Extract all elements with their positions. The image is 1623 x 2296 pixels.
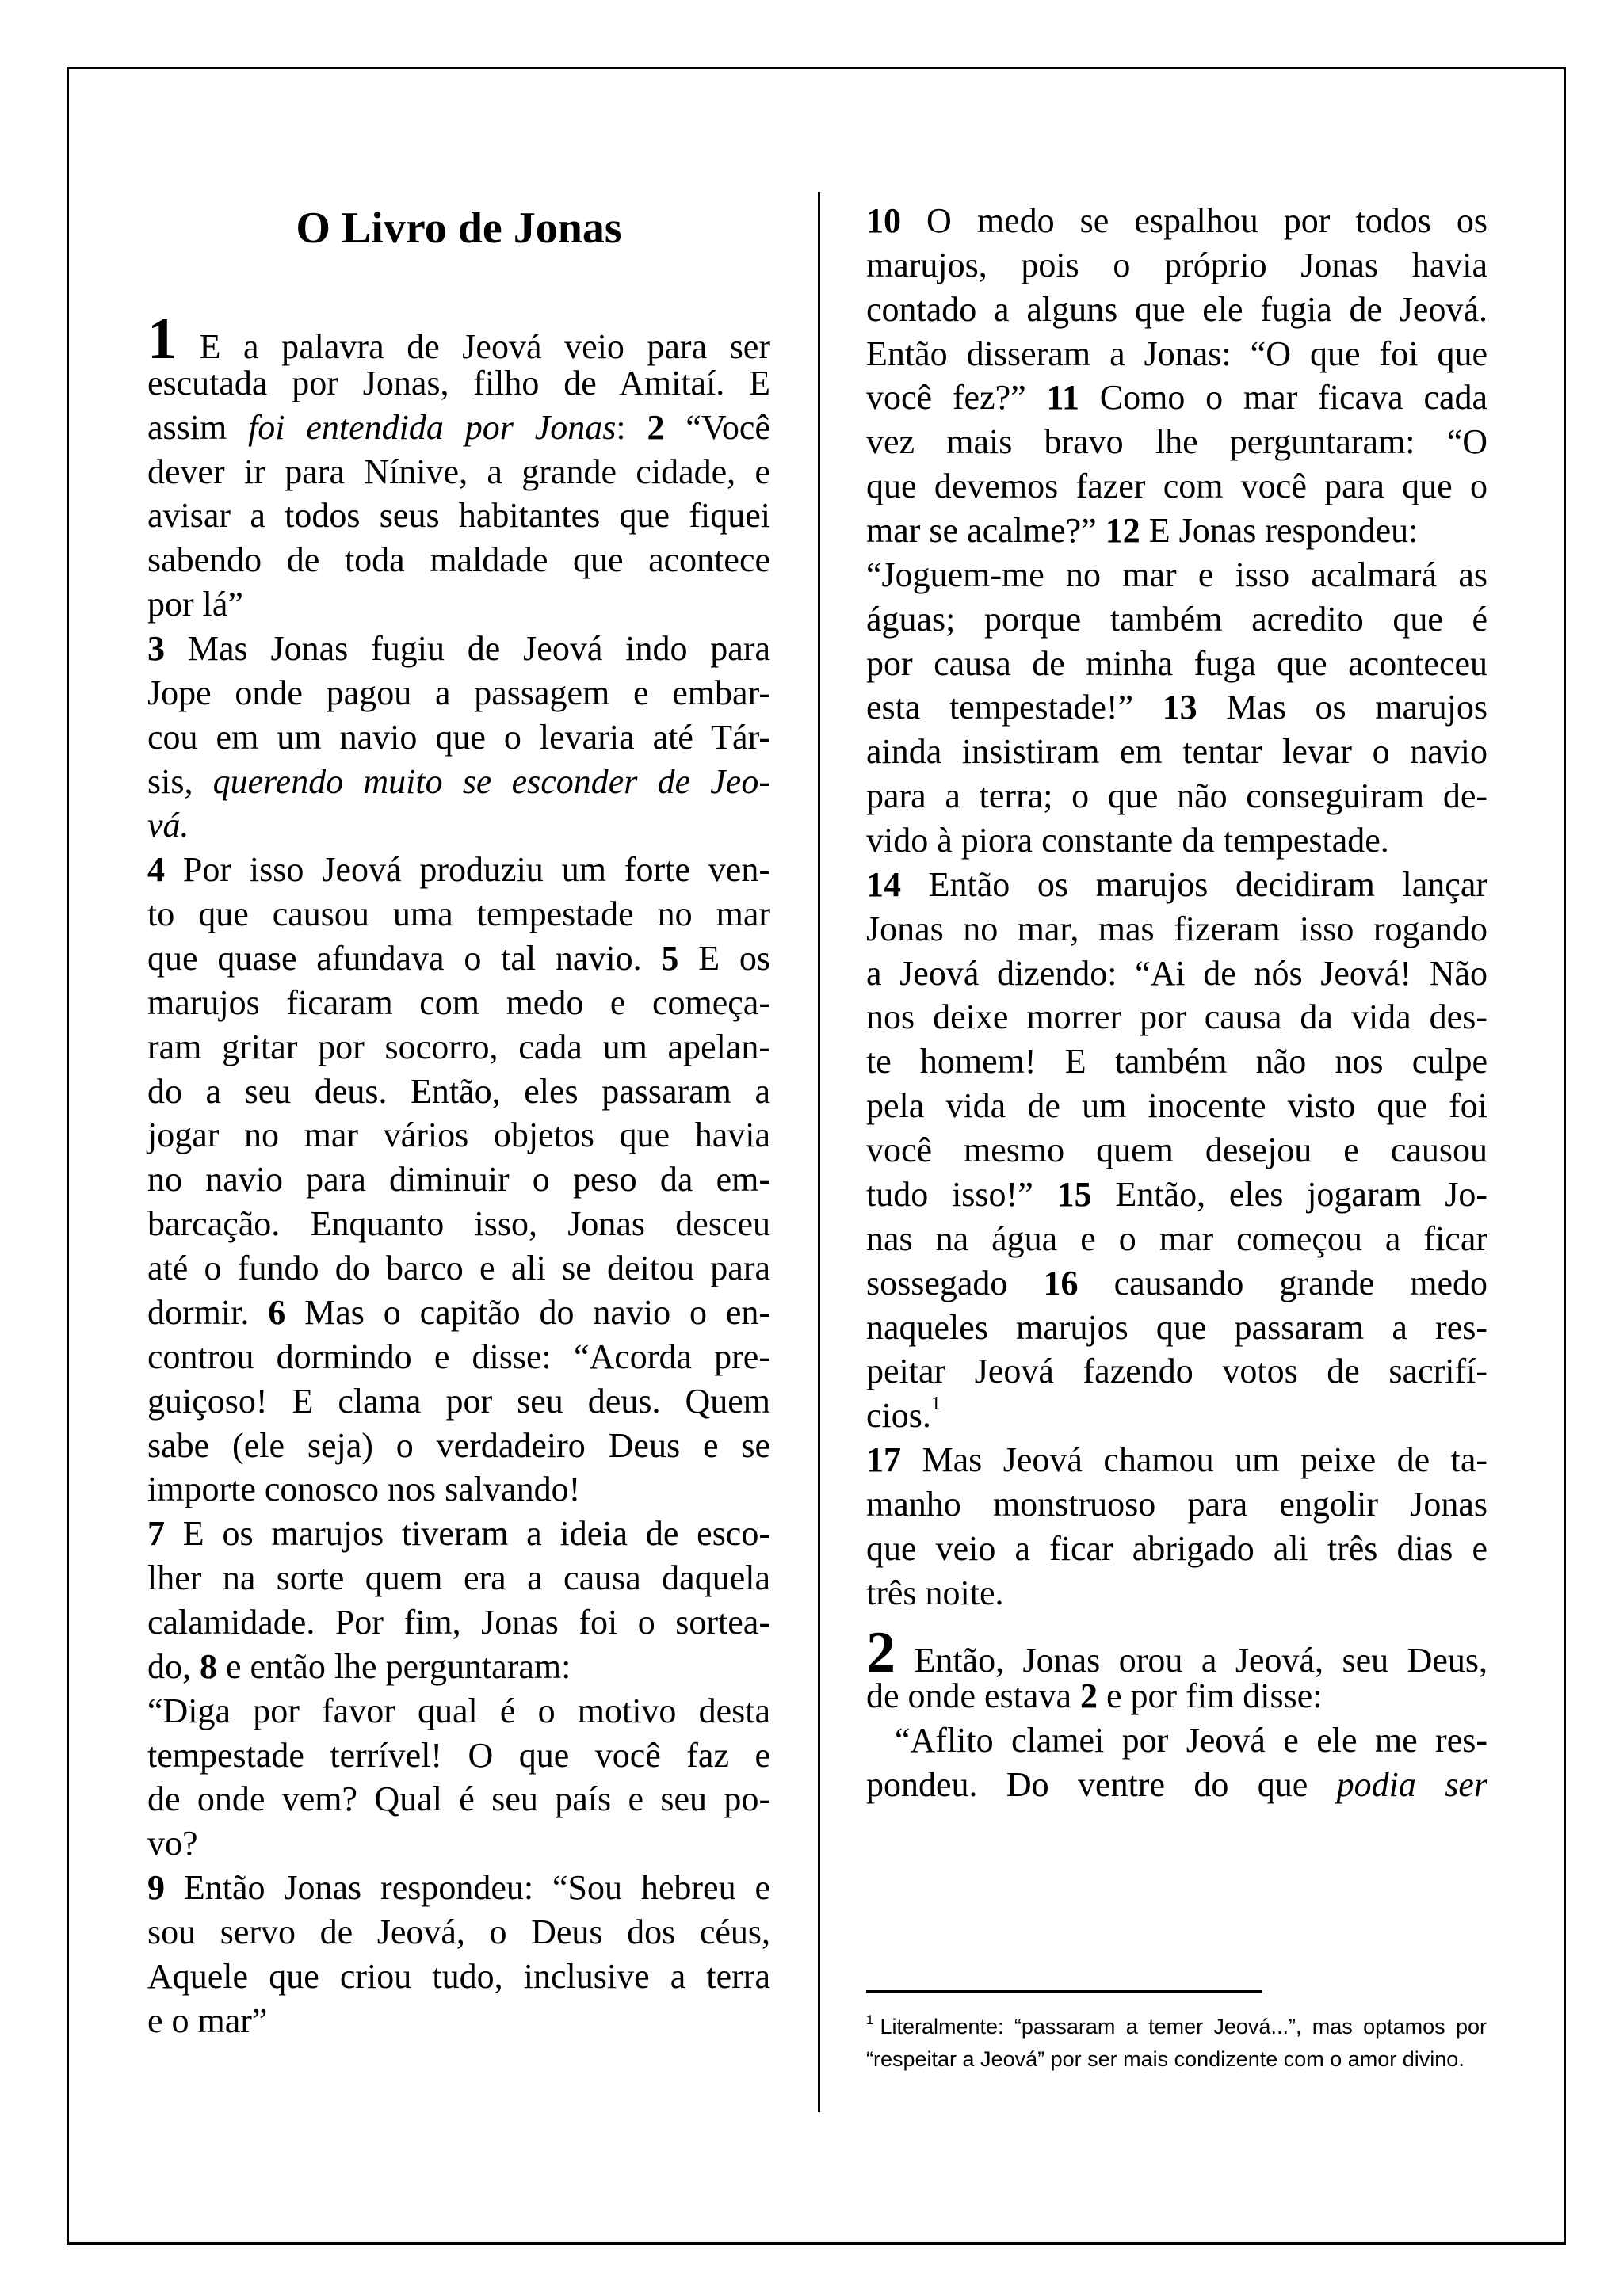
text-run: esta tempestade!” <box>866 688 1163 727</box>
text-line <box>866 995 1487 1039</box>
text-run: “Aflito clamei por Jeová e ele me res- <box>895 1721 1487 1760</box>
text-line <box>866 332 1487 376</box>
text-line <box>147 582 770 627</box>
text-run: Aquele que criou tudo, inclusive a terra <box>147 1956 770 1996</box>
text-line <box>147 1246 770 1291</box>
text-line <box>147 803 770 848</box>
text-line <box>147 1025 770 1070</box>
text-run: manho monstruoso para engolir Jonas <box>866 1484 1487 1524</box>
chapter-number: 1 <box>147 307 177 372</box>
text-line <box>866 509 1487 553</box>
text-line <box>147 1600 770 1645</box>
text-line <box>866 1039 1487 1084</box>
text-line <box>866 1674 1487 1718</box>
text-run: Jonas no mar, mas fizeram isso rogando <box>866 909 1487 948</box>
text-line <box>866 685 1487 730</box>
text-line <box>147 450 770 494</box>
text-line <box>147 715 770 760</box>
text-run: de onde vem? Qual é seu país e seu po- <box>147 1779 770 1819</box>
text-run: sabendo de toda maldade que acontece <box>147 540 770 580</box>
text-line <box>147 1335 770 1379</box>
text-line <box>866 1349 1487 1394</box>
text-run: sis, <box>147 761 213 801</box>
text-run: calamidade. Por fim, Jonas foi o sortea- <box>147 1602 770 1642</box>
text-line <box>147 1379 770 1424</box>
text-run: até o fundo do barco e ali se deitou para <box>147 1249 770 1288</box>
verse-number: 11 <box>1046 378 1079 418</box>
text-run: Mas Jonas fugiu de Jeová indo para <box>165 629 770 669</box>
text-line <box>147 760 770 804</box>
verse-number: 9 <box>147 1868 165 1908</box>
column-divider <box>818 192 820 2112</box>
footnote <box>866 2011 1487 2076</box>
text-run: E os <box>678 939 770 978</box>
text-line <box>147 1556 770 1600</box>
text-line <box>147 627 770 671</box>
text-run: pela vida de um inocente visto que foi <box>866 1086 1487 1126</box>
text-line <box>866 1394 1487 1438</box>
text-run: contado a alguns que ele fugia de Jeová. <box>866 289 1487 329</box>
text-run: para a terra; o que não conseguiram de- <box>866 776 1487 816</box>
text-line <box>866 1128 1487 1173</box>
text-run: E os marujos tiveram a ideia de esco- <box>165 1514 770 1554</box>
footnote-number: 1 <box>866 2012 874 2027</box>
text-run: tempestade terrível! O que você faz e <box>147 1735 770 1775</box>
text-run: Jope onde pagou a passagem e embar- <box>147 673 770 712</box>
text-line <box>866 1173 1487 1217</box>
text-run: pondeu. Do ventre do que <box>866 1765 1337 1805</box>
text-run: ainda insistiram em tentar levar o navio <box>866 732 1487 772</box>
footnote-text: Literalmente: “passaram a temer Jeová...”, mas optamos por “respeitar a Jeová” por ser mais condizente com o amor divino. <box>866 2015 1487 2071</box>
text-line <box>147 671 770 715</box>
text-run: sossegado <box>866 1263 1044 1302</box>
text-line <box>866 863 1487 907</box>
chapter-number: 2 <box>866 1619 896 1685</box>
text-line <box>866 553 1487 597</box>
text-run: “Diga por favor qual é o motivo desta <box>147 1691 770 1730</box>
text-run: to que causou uma tempestade no mar <box>147 894 770 934</box>
text-line <box>866 597 1487 642</box>
text-run: vez mais bravo lhe perguntaram: “O <box>866 422 1487 462</box>
text-run: você fez?” <box>866 378 1047 418</box>
text-line <box>866 907 1487 952</box>
text-run: cou em um navio que o levaria até Tár- <box>147 717 770 757</box>
text-run: por lá” <box>147 585 243 624</box>
verse-number: 8 <box>200 1646 217 1686</box>
text-line <box>866 1438 1487 1482</box>
text-line <box>147 1158 770 1202</box>
text-line <box>866 420 1487 464</box>
verse-number: 6 <box>268 1292 286 1332</box>
text-run: e o mar” <box>147 2000 268 2040</box>
text-run: dormir. <box>147 1292 269 1332</box>
text-run: cios. <box>866 1396 931 1436</box>
text-line <box>866 1619 1487 1685</box>
text-run: guiçoso! E clama por seu deus. Quem <box>147 1381 770 1421</box>
text-run: vido à piora constante da tempestade. <box>866 821 1389 860</box>
text-line <box>147 1866 770 1910</box>
text-line <box>866 1482 1487 1527</box>
text-run: de onde estava <box>866 1676 1080 1716</box>
text-run: jogar no mar vários objetos que havia <box>147 1116 770 1155</box>
text-line <box>147 1821 770 1866</box>
text-run: que veio a ficar abrigado ali três dias e <box>866 1528 1487 1568</box>
text-line <box>147 1070 770 1114</box>
text-line <box>147 307 770 372</box>
verse-number: 5 <box>661 939 679 978</box>
text-line <box>866 1306 1487 1350</box>
verse-number: 13 <box>1162 688 1197 727</box>
text-run: no navio para diminuir o peso da em- <box>147 1160 770 1199</box>
verse-number: 2 <box>1080 1676 1098 1716</box>
text-run: e por fim disse: <box>1098 1676 1323 1716</box>
text-line <box>147 1999 770 2043</box>
text-run: barcação. Enquanto isso, Jonas desceu <box>147 1204 770 1244</box>
text-run: escutada por Jonas, filho de Amitaí. E <box>147 363 770 402</box>
text-run: E Jonas respondeu: <box>1140 511 1419 551</box>
text-run: importe conosco nos salvando! <box>147 1470 581 1509</box>
text-line <box>147 1689 770 1733</box>
text-run: “Joguem-me no mar e isso acalmará as <box>866 555 1487 594</box>
text-line <box>147 1512 770 1556</box>
text-line <box>147 1291 770 1335</box>
text-line <box>866 1084 1487 1128</box>
text-line <box>866 243 1487 288</box>
text-line <box>147 1777 770 1821</box>
verse-number: 4 <box>147 850 165 890</box>
text-line <box>147 1113 770 1158</box>
verse-number: 14 <box>866 864 901 904</box>
text-run: você mesmo quem desejou e causou <box>866 1131 1487 1170</box>
page-title: O Livro de Jonas <box>296 204 622 253</box>
text-line <box>866 288 1487 332</box>
text-run: Então os marujos decidiram lançar <box>901 864 1487 904</box>
text-line <box>147 1467 770 1512</box>
text-run: três noite. <box>866 1573 1004 1612</box>
verse-number: 16 <box>1043 1263 1079 1302</box>
text-run: “Você <box>664 407 770 447</box>
text-line <box>866 1571 1487 1615</box>
verse-number: 7 <box>147 1514 165 1554</box>
text-run: por causa de minha fuga que aconteceu <box>866 643 1487 683</box>
text-run: mar se acalme?” <box>866 511 1106 551</box>
text-run: a Jeová dizendo: “Ai de nós Jeová! Não <box>866 953 1487 993</box>
text-run: nas na água e o mar começou a ficar <box>866 1219 1487 1258</box>
text-run: assim <box>147 407 249 447</box>
text-run: do a seu deus. Então, eles passaram a <box>147 1071 770 1111</box>
text-line <box>147 892 770 936</box>
text-run: lher na sorte quem era a causa daquela <box>147 1558 770 1598</box>
text-run: te homem! E também não nos culpe <box>866 1042 1487 1081</box>
text-run: Por isso Jeová produziu um forte ven- <box>165 850 770 890</box>
text-line <box>866 818 1487 863</box>
text-line <box>866 199 1487 243</box>
text-run: Então Jonas respondeu: “Sou hebreu e <box>165 1868 770 1908</box>
text-line <box>866 730 1487 774</box>
footnote-ref: 1 <box>930 1394 941 1415</box>
text-run: que quase afundava o tal navio. <box>147 939 662 978</box>
text-run: tudo isso!” <box>866 1174 1057 1214</box>
text-line <box>147 936 770 981</box>
verse-number: 10 <box>866 201 901 240</box>
text-run: Então, eles jogaram Jo- <box>1091 1174 1487 1214</box>
text-run: sabe (ele seja) o verdadeiro Deus e se <box>147 1425 770 1465</box>
text-line <box>866 1261 1487 1306</box>
text-run: águas; porque também acredito que é <box>866 599 1487 639</box>
text-line <box>147 1733 770 1778</box>
text-run: dever ir para Nínive, a grande cidade, e <box>147 452 770 491</box>
text-run: Como o mar ficava cada <box>1079 378 1488 418</box>
text-run: E a palavra de Jeová veio para ser <box>177 327 770 366</box>
verse-number: 15 <box>1056 1174 1092 1214</box>
verse-number: 12 <box>1105 511 1140 551</box>
text-line <box>866 774 1487 818</box>
text-run: naqueles marujos que passaram a res- <box>866 1307 1487 1347</box>
text-line <box>895 1718 1487 1763</box>
verse-number: 3 <box>147 629 165 669</box>
text-run: vá. <box>147 806 189 845</box>
text-run: marujos ficaram com medo e começa- <box>147 982 770 1022</box>
text-run: peitar Jeová fazendo votos de sacrifí- <box>866 1352 1487 1391</box>
text-run: controu dormindo e disse: “Acorda pre- <box>147 1337 770 1376</box>
text-line <box>866 952 1487 996</box>
text-line <box>147 981 770 1025</box>
text-run: Então disseram a Jonas: “O que foi que <box>866 334 1487 373</box>
text-run: podia ser <box>1336 1765 1487 1805</box>
text-line <box>147 1955 770 1999</box>
text-line <box>866 1217 1487 1261</box>
text-line <box>866 376 1487 420</box>
text-run: causando grande medo <box>1078 1263 1487 1302</box>
text-run: vo? <box>147 1824 198 1863</box>
footnote-separator <box>866 1990 1262 1993</box>
text-line <box>147 1202 770 1246</box>
verse-number: 17 <box>866 1440 901 1480</box>
text-run: avisar a todos seus habitantes que fiquei <box>147 496 770 536</box>
text-line <box>147 406 770 450</box>
text-run: Então, Jonas orou a Jeová, seu Deus, <box>896 1640 1487 1680</box>
text-run: : <box>616 407 647 447</box>
text-run: Mas Jeová chamou um peixe de ta- <box>901 1440 1487 1480</box>
text-line <box>866 642 1487 686</box>
verse-number: 2 <box>647 407 665 447</box>
text-run: nos deixe morrer por causa da vida des- <box>866 997 1487 1037</box>
text-run: Mas o capitão do navio o en- <box>285 1292 771 1332</box>
text-line <box>147 1424 770 1468</box>
text-line <box>866 1763 1487 1807</box>
text-line <box>866 464 1487 509</box>
text-run: foi entendida por Jonas <box>248 407 617 447</box>
text-line <box>147 848 770 892</box>
text-line <box>147 1645 770 1689</box>
text-run: e então lhe perguntaram: <box>217 1646 571 1686</box>
text-line <box>147 538 770 582</box>
text-line <box>147 1910 770 1955</box>
text-run: que devemos fazer com você para que o <box>866 467 1487 506</box>
text-line <box>147 494 770 538</box>
text-run: marujos, pois o próprio Jonas havia <box>866 245 1487 284</box>
text-line <box>147 361 770 406</box>
text-line <box>866 1527 1487 1571</box>
text-run: Mas os marujos <box>1197 688 1487 727</box>
text-run: querendo muito se esconder de Jeo- <box>212 761 770 801</box>
text-run: do, <box>147 1646 200 1686</box>
text-run: sou servo de Jeová, o Deus dos céus, <box>147 1912 770 1951</box>
text-run: ram gritar por socorro, cada um apelan- <box>147 1027 770 1066</box>
text-run: O medo se espalhou por todos os <box>901 201 1487 240</box>
